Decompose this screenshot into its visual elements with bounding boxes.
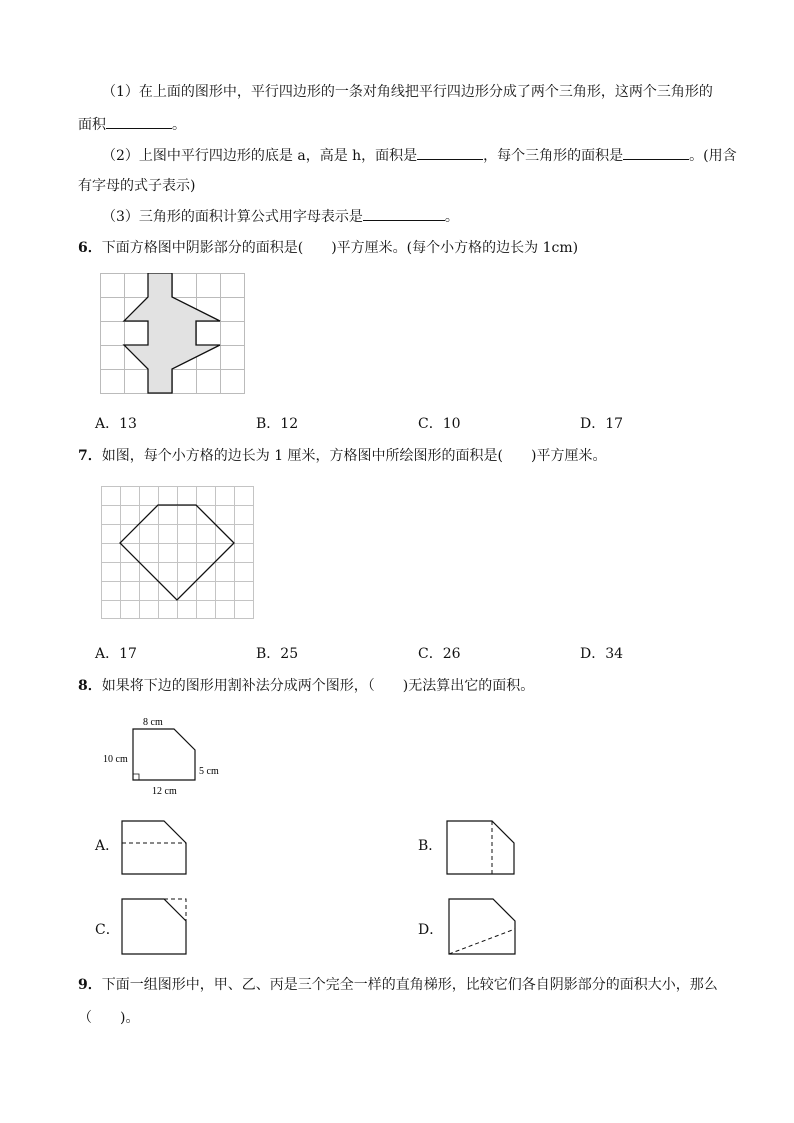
q5-blank-2[interactable] — [417, 145, 483, 160]
q6-grid-figure — [100, 273, 245, 395]
q6-shaded-shape — [124, 273, 220, 393]
q8-number: 8． — [78, 678, 102, 694]
q8-option-a-figure — [120, 818, 190, 878]
q7-grid-figure — [101, 486, 254, 619]
q9-number: 9． — [78, 977, 102, 993]
q5-part2-mid: ，每个三角形的面积是 — [483, 148, 624, 164]
q5-part1-line2 — [78, 114, 186, 135]
q8-label-bottom: 12 cm — [152, 786, 177, 797]
q5-part2-note: 有字母的式子表示) — [78, 178, 196, 194]
q9-text: 下面一组图形中，甲、乙、丙是三个完全一样的直角梯形，比较它们各自阴影部分的面积大小，那么 — [101, 977, 718, 993]
q8-option-c[interactable]: C． — [95, 922, 120, 938]
q8-label-left: 10 cm — [103, 754, 128, 765]
q6-text: 下面方格图中阴影部分的面积是( )平方厘米。(每个小方格的边长为 1cm) — [101, 240, 579, 256]
q6-number: 6． — [78, 240, 102, 256]
q5-part1-label: 面积 — [78, 117, 106, 133]
q6-stem — [78, 238, 578, 258]
q9-stem — [78, 975, 718, 995]
q8-option-d-figure — [447, 896, 519, 958]
q5-part2-line1 — [102, 145, 737, 166]
q6-option-d[interactable]: D．17 — [580, 416, 624, 432]
q9-answer-paren: （ )。 — [78, 1010, 140, 1026]
q6-option-a[interactable]: A．13 — [95, 416, 137, 432]
q7-option-b[interactable]: B．25 — [256, 646, 299, 662]
q5-part2-line2 — [78, 176, 195, 196]
q8-stem — [78, 676, 534, 696]
q9-stem-line2 — [78, 1008, 139, 1028]
q5-blank-1[interactable] — [106, 114, 172, 129]
q5-part2-end: 。(用含 — [689, 148, 737, 164]
q8-main-figure — [100, 712, 240, 802]
q8-text: 如果将下边的图形用割补法分成两个图形，（ )无法算出它的面积。 — [101, 678, 535, 694]
q8-option-d[interactable]: D． — [418, 922, 444, 938]
q7-option-c[interactable]: C．26 — [418, 646, 461, 662]
q7-stem — [78, 446, 606, 466]
q5-part1-text: （1）在上面的图形中，平行四边形的一条对角线把平行四边形分成了两个三角形，这两个三角形的 — [102, 84, 713, 100]
q5-part2-text: （2）上图中平行四边形的底是 a，高是 h，面积是 — [102, 148, 418, 164]
q7-text: 如图，每个小方格的边长为 1 厘米，方格图中所绘图形的面积是( )平方厘米。 — [101, 448, 607, 464]
q8-option-c-figure — [120, 896, 190, 958]
q7-option-a[interactable]: A．17 — [95, 646, 137, 662]
q8-label-right: 5 cm — [199, 766, 219, 777]
q8-label-top: 8 cm — [143, 717, 163, 728]
q5-part1-line1 — [102, 82, 713, 102]
q8-option-b-figure — [445, 818, 517, 878]
q7-option-d[interactable]: D．34 — [580, 646, 624, 662]
q8-option-a[interactable]: A． — [95, 838, 120, 854]
q7-number: 7． — [78, 448, 102, 464]
q5-part3-end: 。 — [444, 209, 459, 225]
q6-option-c[interactable]: C．10 — [418, 416, 461, 432]
q5-part3-text: （3）三角形的面积计算公式用字母表示是 — [102, 209, 363, 225]
q5-blank-4[interactable] — [363, 206, 445, 221]
q5-part1-end: 。 — [172, 117, 186, 133]
q5-part3-line — [102, 206, 459, 227]
q5-blank-3[interactable] — [623, 145, 689, 160]
q6-option-b[interactable]: B．12 — [256, 416, 299, 432]
q8-option-b[interactable]: B． — [418, 838, 443, 854]
